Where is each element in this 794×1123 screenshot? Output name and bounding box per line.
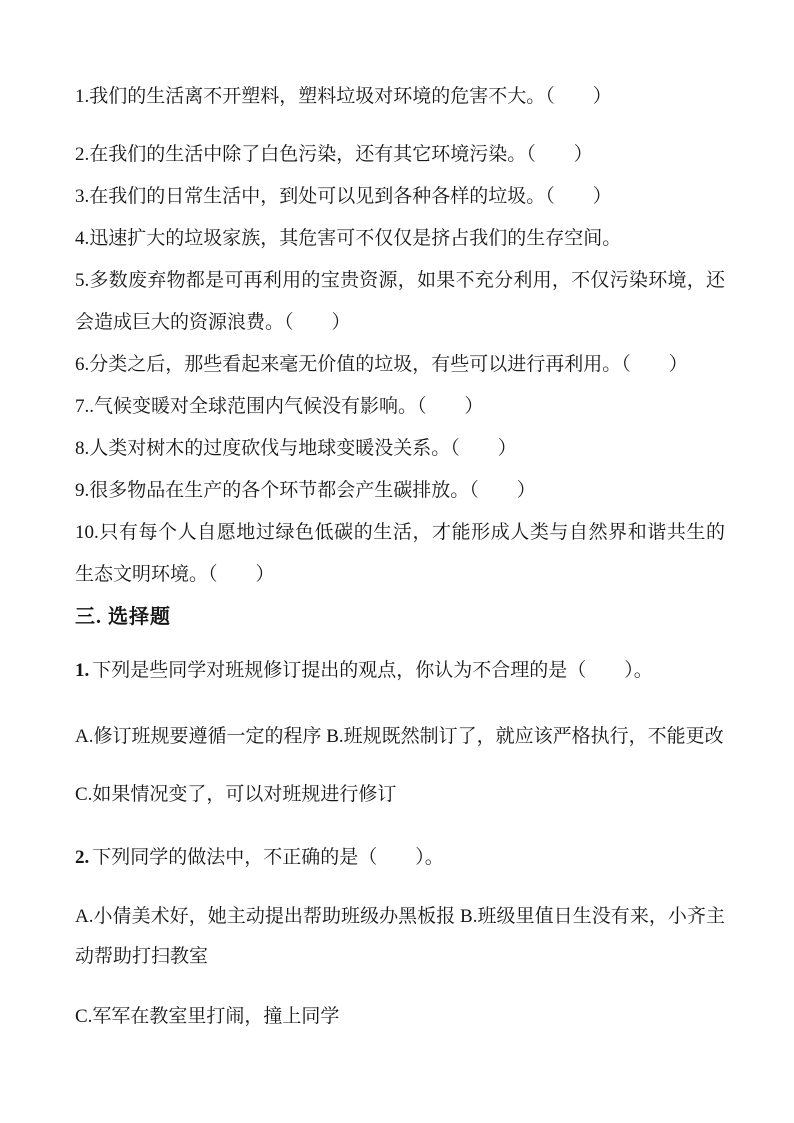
true-false-section (75, 76, 725, 596)
mc-question-2-stem: 下列同学的做法中，不正确的是（ ）。 (92, 847, 444, 868)
mc-question-1-number: 1. (75, 660, 90, 681)
mc-question-1-stem: 下列是些同学对班规修订提出的观点，你认为不合理的是（ ）。 (92, 660, 653, 681)
tf-question-9: 9.很多物品在生产的各个环节都会产生碳排放。（ ） (75, 480, 536, 501)
mc-question-1 (75, 651, 725, 691)
tf-question-6: 6.分类之后，那些看起来毫无价值的垃圾，有些可以进行再利用。（ ） (75, 354, 688, 375)
mc-question-2-option-c: C.军军在教室里打闹，撞上同学 (75, 1006, 340, 1027)
mc-question-2-options-ab: A.小倩美术好，她主动提出帮助班级办黑板报 B.班级里值日生没有来，小齐主动帮助打扫教室 (75, 906, 725, 967)
mc-question-2-number: 2. (75, 847, 90, 868)
mc-question-1-options-ab: A.修订班规要遵循一定的程序 B.班规既然制订了，就应该严格执行，不能更改 (75, 726, 724, 747)
tf-question-4: 4.迅速扩大的垃圾家族，其危害可不仅仅是挤占我们的生存空间。 (75, 228, 622, 249)
tf-question-2: 2.在我们的生活中除了白色污染，还有其它环境污染。（ ） (75, 144, 593, 165)
choice-section-header: 三. 选择题 (75, 606, 171, 628)
tf-question-5: 5.多数废弃物都是可再利用的宝贵资源，如果不充分利用，不仅污染环境，还会造成巨大的资源浪费。（ ） (75, 270, 725, 333)
tf-question-8: 8.人类对树木的过度砍伐与地球变暖没关系。（ ） (75, 438, 517, 459)
tf-question-1: 1.我们的生活离不开塑料，塑料垃圾对环境的危害不大。（ ） (75, 86, 612, 107)
tf-question-7: 7..气候变暖对全球范围内气候没有影响。（ ） (75, 396, 484, 417)
mc-question-1-option-c: C.如果情况变了，可以对班规进行修订 (75, 784, 397, 805)
mc-question-2 (75, 838, 725, 878)
tf-question-3: 3.在我们的日常生活中，到处可以见到各种各样的垃圾。（ ） (75, 186, 612, 207)
choice-section (75, 651, 725, 1037)
tf-question-10: 10.只有每个人自愿地过绿色低碳的生活，才能形成人类与自然界和谐共生的生态文明环境。（ ） (75, 522, 725, 585)
